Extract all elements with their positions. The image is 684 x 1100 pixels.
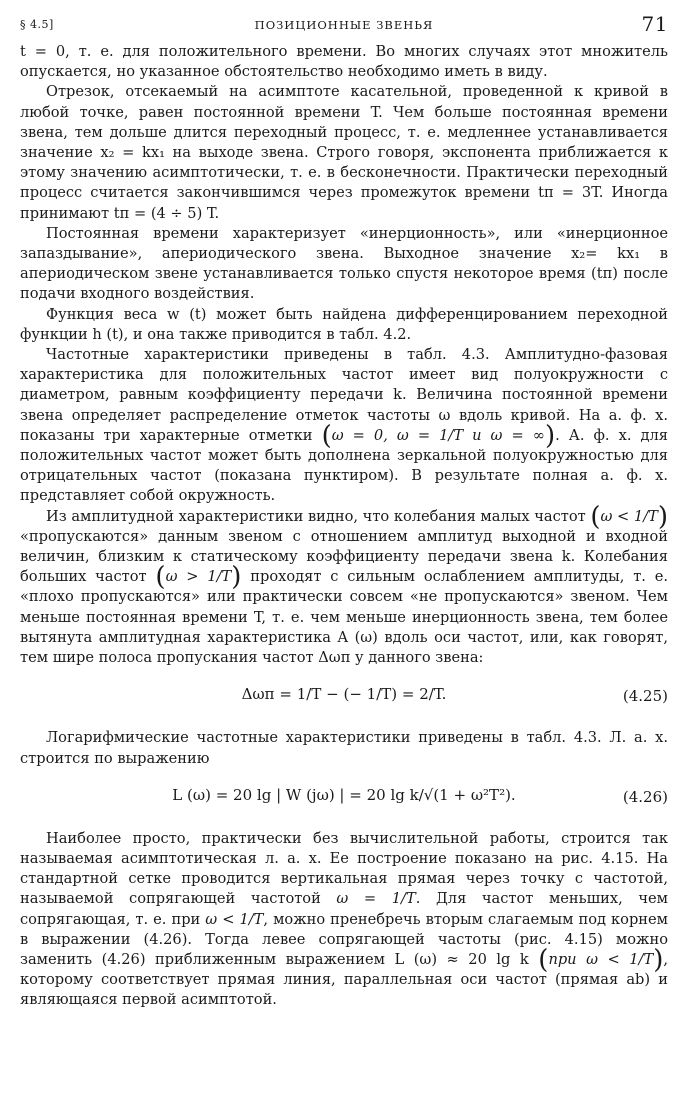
paragraph-3: Постоянная времени характеризует «инерционность», или «инерционное запаздывание», апериодического звена. Выходное значение x₂= kx₁ в апериодическом звене устанавливается только спустя некоторое время (tп) после подачи входного воздействия.: [20, 224, 668, 303]
equation-4-26-body: L (ω) = 20 lg | W (jω) | = 20 lg k/√(1 + ω²T²).: [172, 785, 516, 804]
open-paren: (: [321, 420, 332, 451]
close-paren: ): [231, 562, 242, 593]
running-title: ПОЗИЦИОННЫЕ ЗВЕНЬЯ: [254, 18, 434, 32]
paragraph-5-text-a: Частотные характеристики приведены в табл. 4.3. Амплитудно-фазовая характеристика для положительных частот имеет вид полуокружности с диаметром, равным коэффициенту передачи k. Величина постоянной времени звена определяет распределение отметок частоты ω вдоль кривой. На а. ф. х. показаны три характерные отметки: [20, 346, 668, 444]
paragraph-8: [20, 829, 668, 1011]
paragraph-6-math-1: ω < 1/T: [600, 507, 658, 525]
equation-4-26: [20, 775, 668, 821]
paragraph-4: Функция веса w (t) может быть найдена дифференцированием переходной функции h (t), и она также приводится в табл. 4.2.: [20, 305, 668, 343]
open-paren: (: [155, 562, 166, 593]
paragraph-8-text-c: , можно пренебречь вторым слагаемым под корнем в выражении (4.26). Тогда левее сопрягающей частоты (рис. 4.15) можно заменить (4.26) приближенным выражением L (ω) ≈ 20 lg k: [20, 910, 669, 968]
open-paren: (: [590, 501, 601, 532]
equation-4-25: [20, 674, 668, 720]
paragraph-6-text-c: проходят с сильным ослаблением амплитуды, т. е. «плохо пропускаются» или практически совсем «не пропускаются» звеном. Чем меньше постоянная времени T, т. е. чем меньше инерционность звена, тем более вытянута амплитудная характеристика A (ω) вдоль оси частот, или, как говорят, тем шире полоса пропускания частот Δωп у данного звена:: [20, 568, 669, 667]
paragraph-5-text-b: . А. ф. х. для положительных частот может быть дополнена зеркальной полуокружностью для отрицательных частот (показана пунктиром). В результате полная а. ф. х. представляет собой окружность.: [20, 426, 668, 505]
open-paren: (: [538, 944, 549, 975]
paragraph-6-math-2: ω > 1/T: [165, 568, 232, 586]
paragraph-8-text-d: , которому соответствует прямая линия, параллельная оси частот (прямая ab) и являющаяся первой асимптотой.: [20, 950, 668, 1009]
page-number: 71: [641, 12, 668, 36]
paragraph-8-math-2: ω < 1/T: [205, 910, 264, 928]
equation-4-25-body: Δωп = 1/T − (− 1/T) = 2/T.: [241, 685, 447, 704]
paragraph-6-text-a: Из амплитудной характеристики видно, что колебания малых частот: [46, 507, 586, 525]
equation-4-25-label: (4.25): [622, 687, 668, 706]
paragraph-5-math: ω = 0, ω = 1/T и ω = ∞: [331, 426, 545, 444]
paragraph-8-math-1: ω = 1/T: [336, 890, 416, 908]
paragraph-7: Логарифмические частотные характеристики приведены в табл. 4.3. Л. а. х. строится по выражению: [20, 729, 668, 767]
close-paren: ): [544, 420, 556, 451]
paragraph-8-text-b: . Для частот меньших, чем сопрягающая, т. е. при: [20, 890, 669, 928]
page-header: [20, 12, 668, 42]
paragraph-5: [20, 345, 668, 507]
paragraph-1: t = 0, т. е. для положительного времени. Во многих случаях этот множитель опускается, но указанное обстоятельство необходимо иметь в виду.: [20, 43, 668, 81]
section-marker: § 4.5]: [20, 18, 54, 31]
paragraph-6: [20, 501, 669, 669]
body-text: [20, 42, 668, 1011]
paragraph-6-text-b: «пропускаются» данным звеном с отношением амплитуд выходной и входной величин, близким к статическому коэффициенту передачи звена k. Колебания больших частот: [20, 527, 668, 586]
close-paren: ): [657, 501, 668, 532]
paragraph-8-text-a: Наиболее просто, практически без вычислительной работы, строится так называемая асимптотическая л. а. х. Ее построение показано на рис. 4.15. На стандартной сетке проводится вертикальная прямая через точку с частотой, называемой сопрягающей частотой: [20, 829, 668, 908]
page: [20, 12, 668, 1011]
equation-4-26-label: (4.26): [622, 787, 668, 806]
close-paren: ): [653, 944, 664, 975]
paragraph-2: Отрезок, отсекаемый на асимптоте касательной, проведенной к кривой в любой точке, равен постоянной времени T. Чем больше постоянная времени звена, тем дольше длится переходный процесс, т. е. медленнее устанавливается значение x₂ = kx₁ на выходе звена. Строго говоря, экспонента приближается к этому значению асимптотически, т. е. в бесконечности. Практически переходный процесс считается закончившимся через промежуток времени tп = 3T. Иногда принимают tп = (4 ÷ 5) T.: [20, 83, 668, 222]
paragraph-8-math-3: при ω < 1/T: [548, 950, 654, 968]
